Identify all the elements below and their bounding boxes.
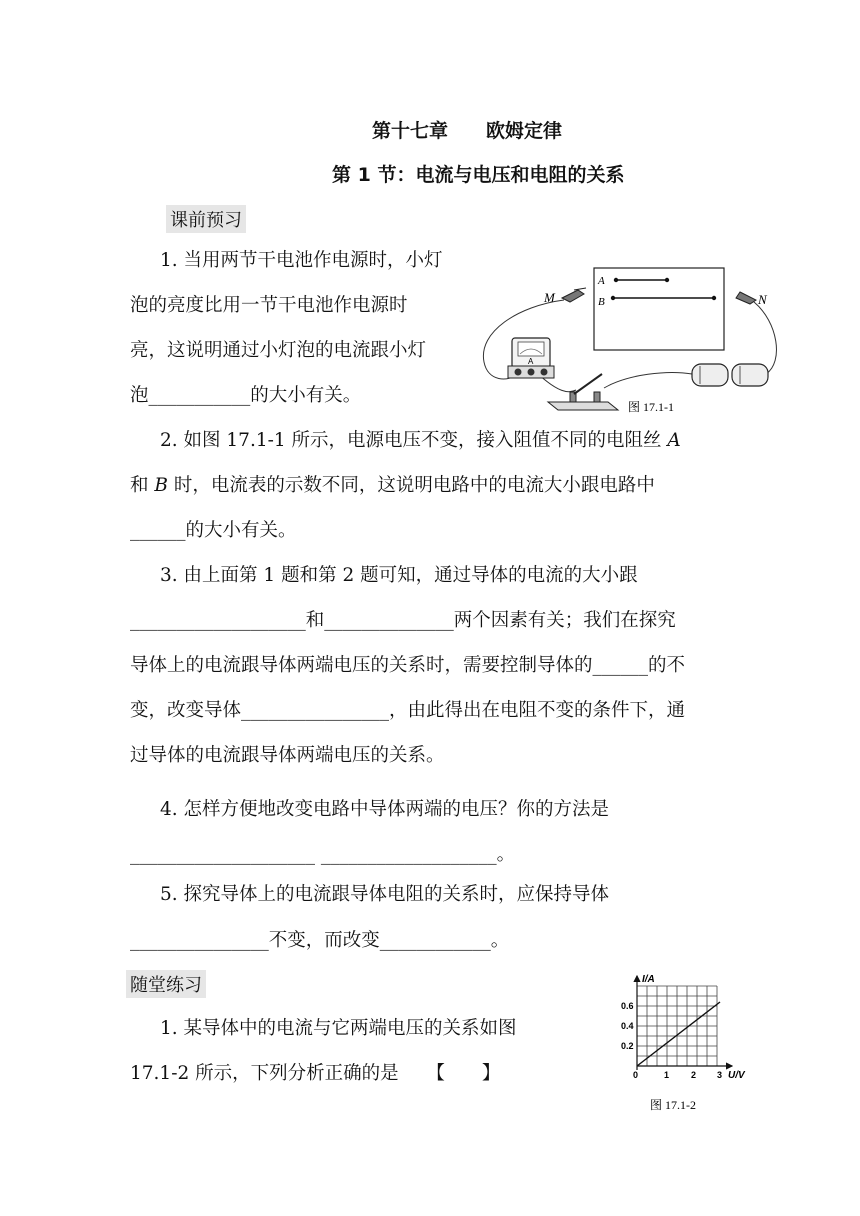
figure1-caption: 图 17.1-1 <box>628 400 674 414</box>
q2-line-2 <box>130 473 655 499</box>
q4-line-2: ____________________ ___________________。 <box>130 844 516 865</box>
q2-text-b: 时，电流表的示数不同，这说明电路中的电流大小跟电路中 <box>168 475 655 496</box>
q5-line-2: _______________不变，而改变____________。 <box>130 930 510 951</box>
q2-var-b: B <box>154 475 168 496</box>
meter-letter: A <box>528 357 534 366</box>
q3-line-3: 导体上的电流跟导体两端电压的关系时，需要控制导体的______的不 <box>130 655 686 676</box>
figure2-caption: 图 17.1-2 <box>650 1098 696 1112</box>
iu-line <box>637 1002 720 1066</box>
x-axis-label: U/V <box>728 1070 745 1081</box>
x-tick: 1 <box>664 1070 670 1080</box>
label-n: N <box>758 292 767 307</box>
q1-line-3: 亮，这说明通过小灯泡的电流跟小灯 <box>130 340 427 361</box>
q3-line-5: 过导体的电流跟导体两端电压的关系。 <box>130 745 445 766</box>
q2-line-3: ______的大小有关。 <box>130 520 297 541</box>
p1-line-1: 1. 某导体中的电流与它两端电压的关系如图 <box>160 1018 517 1039</box>
q5-line-1: 5. 探究导体上的电流跟导体电阻的关系时，应保持导体 <box>160 884 610 905</box>
grid <box>637 986 717 1066</box>
x-tick: 3 <box>717 1070 723 1080</box>
q1-line-2: 泡的亮度比用一节干电池作电源时 <box>130 295 408 316</box>
label-a: A <box>598 275 605 287</box>
q4-line-1: 4. 怎样方便地改变电路中导体两端的电压？你的方法是 <box>160 799 610 820</box>
practice-heading: 随堂练习 <box>126 970 206 998</box>
q2-var-a: A <box>667 430 681 451</box>
circuit-figure <box>478 262 798 422</box>
preview-heading: 课前预习 <box>166 205 246 233</box>
label-b: B <box>598 296 605 308</box>
y-tick: 0.4 <box>621 1021 634 1031</box>
y-tick: 0.2 <box>621 1041 634 1051</box>
chapter-title: 第十七章 欧姆定律 <box>372 120 563 142</box>
y-tick: 0.6 <box>621 1001 634 1011</box>
q3-line-2: ___________________和______________两个因素有关；我们在探究 <box>130 610 676 631</box>
q2-text-and: 和 <box>130 475 155 496</box>
x-tick: 0 <box>633 1070 639 1080</box>
p1-line-2: 17.1-2 所示，下列分析正确的是 【 】 <box>130 1063 501 1084</box>
q2-line-1 <box>160 428 681 454</box>
q1-line-4: 泡___________的大小有关。 <box>130 385 362 406</box>
y-axis-label: I/A <box>642 974 655 985</box>
label-m: M <box>544 290 555 305</box>
section-title: 第 1 节：电流与电压和电阻的关系 <box>332 164 625 186</box>
q3-line-1: 3. 由上面第 1 题和第 2 题可知，通过导体的电流的大小跟 <box>160 565 638 586</box>
x-tick: 2 <box>691 1070 697 1080</box>
q3-line-4: 变，改变导体________________，由此得出在电阻不变的条件下，通 <box>130 700 686 721</box>
q2-text-a: 2. 如图 17.1-1 所示，电源电压不变，接入阻值不同的电阻丝 <box>160 430 668 451</box>
q1-line-1: 1. 当用两节干电池作电源时，小灯 <box>160 250 443 271</box>
iu-graph <box>616 972 766 1118</box>
